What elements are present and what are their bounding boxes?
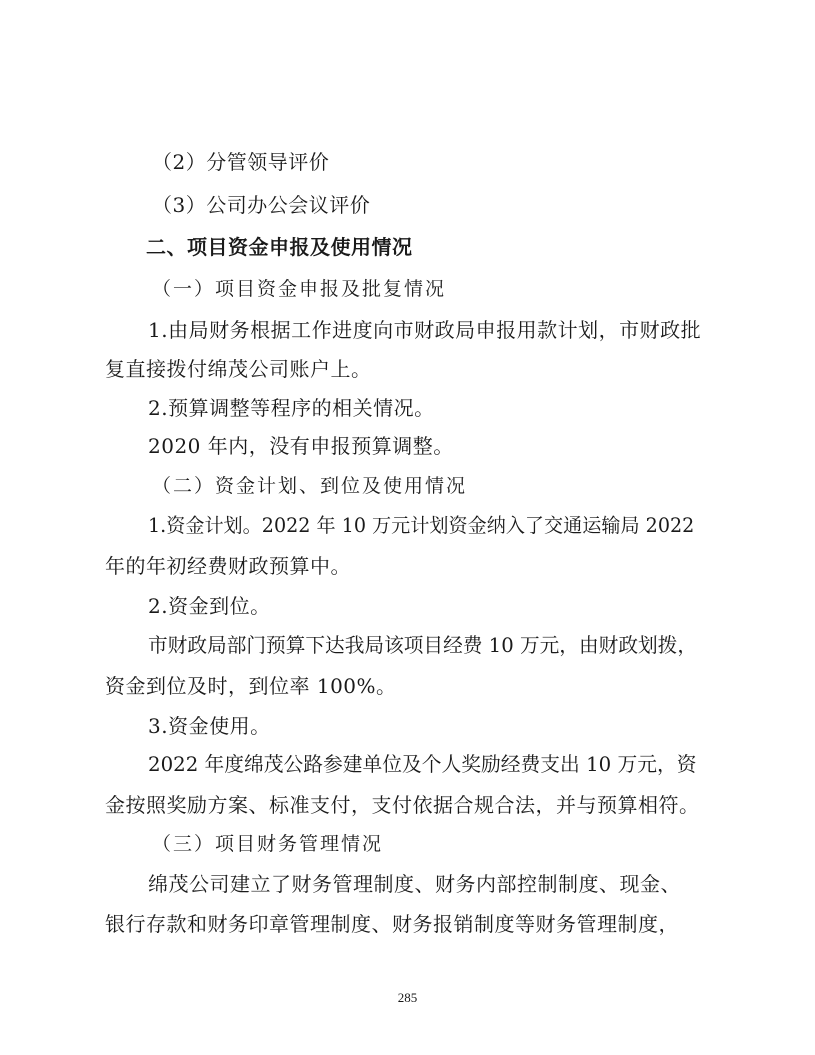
paragraph-line: 银行存款和财务印章管理制度、财务报销制度等财务管理制度， bbox=[105, 912, 679, 936]
paragraph-line: 2022 年度绵茂公路参建单位及个人奖励经费支出 10 万元，资 bbox=[148, 753, 697, 776]
eval-item-3: （3）公司办公会议评价 bbox=[152, 193, 371, 217]
paragraph-line: 2.资金到位。 bbox=[148, 594, 271, 618]
paragraph-line: 1.由局财务根据工作进度向市财政局申报用款计划，市财政批 bbox=[148, 318, 702, 342]
paragraph-line: 1.资金计划。2022 年 10 万元计划资金纳入了交通运输局 2022 bbox=[148, 514, 695, 537]
eval-item-2: （2）分管领导评价 bbox=[152, 150, 330, 174]
paragraph-line: 年的年初经费财政预算中。 bbox=[105, 554, 351, 578]
subsection-heading-2: （二）资金计划、到位及使用情况 bbox=[152, 475, 468, 497]
paragraph-line: 2.预算调整等程序的相关情况。 bbox=[148, 396, 435, 420]
subsection-heading-3: （三）项目财务管理情况 bbox=[152, 833, 384, 855]
paragraph-line: 绵茂公司建立了财务管理制度、财务内部控制制度、现金、 bbox=[148, 872, 681, 896]
paragraph-line: 3.资金使用。 bbox=[148, 714, 271, 738]
page-number: 285 bbox=[397, 990, 418, 1005]
paragraph-line: 资金到位及时，到位率 100%。 bbox=[105, 674, 397, 698]
paragraph-line: 复直接拨付绵茂公司账户上。 bbox=[105, 357, 372, 381]
paragraph-line: 金按照奖励方案、标准支付，支付依据合规合法，并与预算相符。 bbox=[105, 793, 700, 817]
section-heading-2: 二、项目资金申报及使用情况 bbox=[146, 235, 413, 259]
paragraph-line: 2020 年内，没有申报预算调整。 bbox=[148, 434, 454, 458]
paragraph-line: 市财政局部门预算下达我局该项目经费 10 万元，由财政划拨， bbox=[148, 634, 698, 657]
subsection-heading-1: （一）项目资金申报及批复情况 bbox=[152, 278, 447, 300]
